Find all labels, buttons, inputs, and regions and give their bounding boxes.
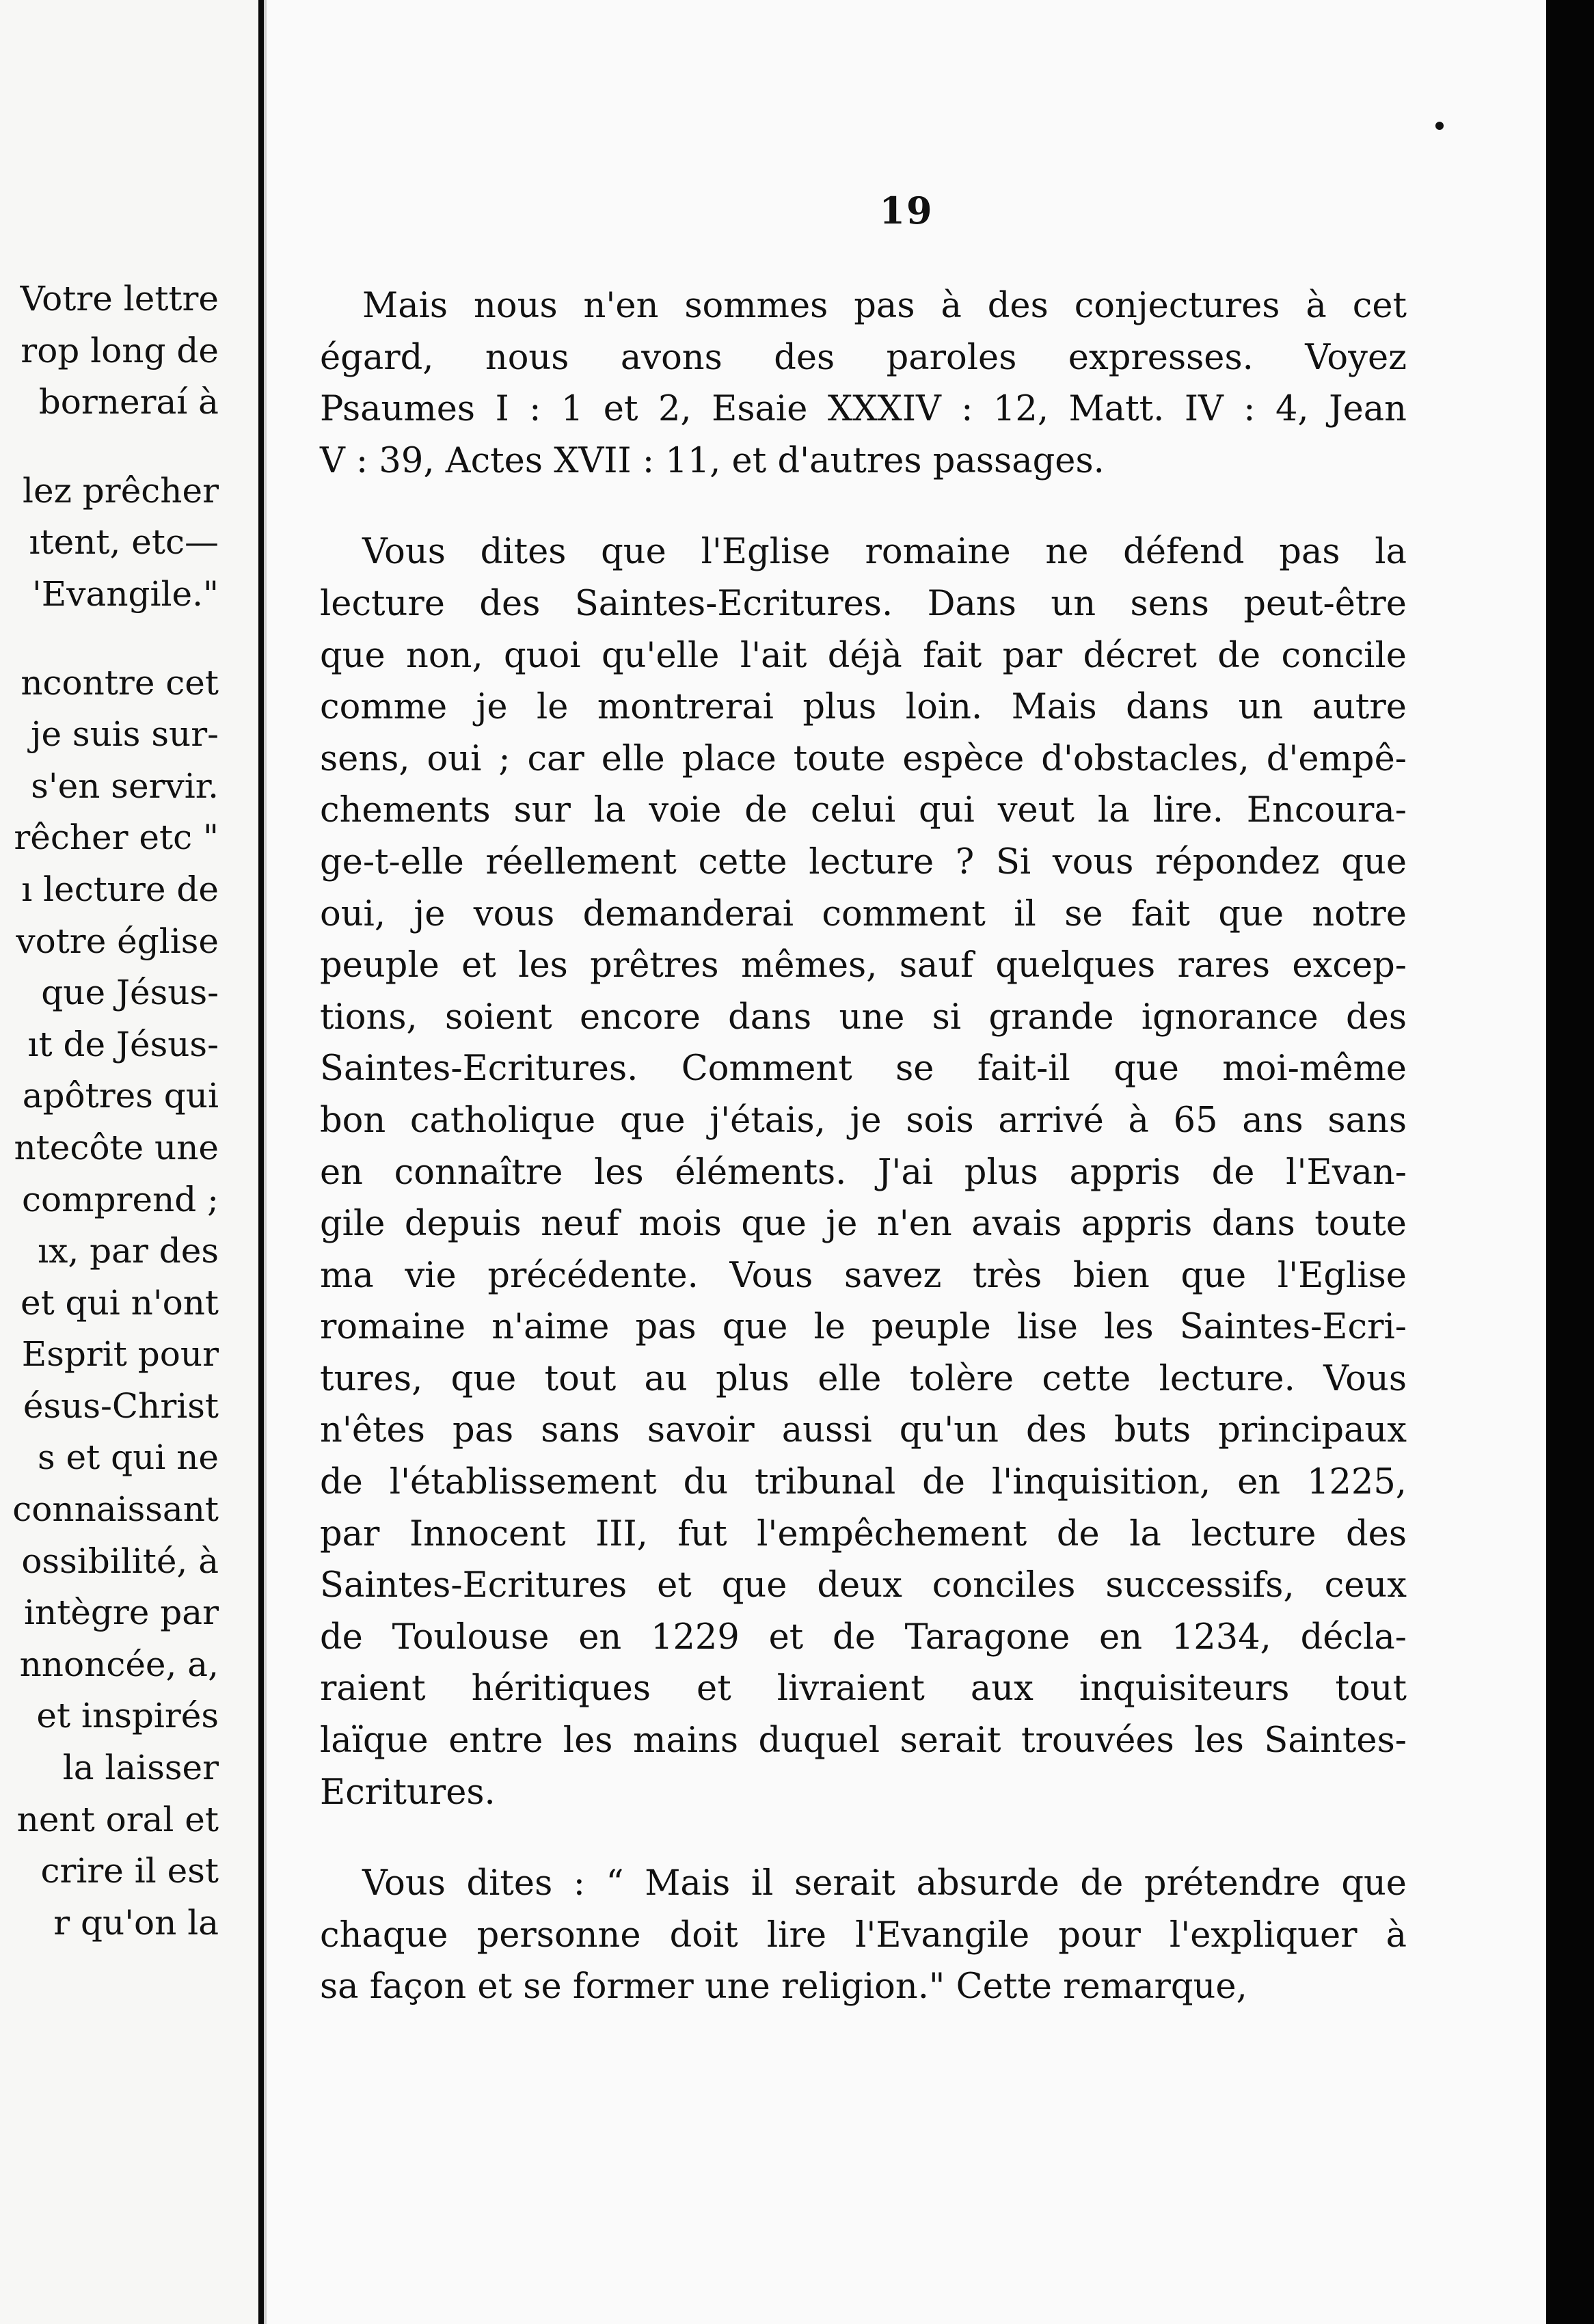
previous-page-line: s et qui ne [37, 1437, 219, 1478]
previous-page-line: connaissant [12, 1489, 219, 1530]
previous-page-line: ıt de Jésus- [27, 1024, 219, 1064]
text-line: égard, nous avons des paroles expresses. Voyez [320, 337, 1407, 378]
text-line: Vous dites : “ Mais il serait absurde de prétendre que [362, 1863, 1407, 1904]
previous-page-line: ntecôte une [14, 1127, 219, 1167]
text-line: sens, oui ; car elle place toute espèce d'obstacles, d'empê- [320, 738, 1407, 779]
text-line: n'êtes pas sans savoir aussi qu'un des buts principaux [320, 1410, 1407, 1451]
previous-page-line: borneraí à [38, 382, 219, 422]
text-line: ge-t-elle réellement cette lecture ? Si vous répondez que [320, 841, 1407, 882]
scan-speck [1435, 122, 1444, 130]
paragraph [320, 526, 1407, 1818]
paragraph [320, 1858, 1407, 2013]
previous-page-line: ıx, par des [38, 1231, 219, 1271]
text-line: bon catholique que j'étais, je sois arrivé à 65 ans sans [320, 1100, 1407, 1141]
text-line: Saintes-Ecritures. Comment se fait-il que moi-même [320, 1049, 1407, 1090]
previous-page-line: rop long de [21, 330, 219, 370]
text-line: de Toulouse en 1229 et de Taragone en 1234, décla- [320, 1617, 1407, 1658]
page-number: 19 [879, 189, 934, 232]
text-line: raient héritiques et livraient aux inquisiteurs tout [320, 1668, 1407, 1710]
page-body [320, 280, 1407, 2053]
previous-page-line: lez prêcher [22, 470, 219, 511]
text-line: sa façon et se former une religion." Cette remarque, [320, 1967, 1247, 2008]
text-line: romaine n'aime pas que le peuple lise les Saintes-Ecri- [320, 1307, 1407, 1348]
text-line: tions, soient encore dans une si grande ignorance des [320, 997, 1407, 1038]
previous-page-line: Votre lettre [20, 279, 219, 319]
text-line: ma vie précédente. Vous savez très bien que l'Eglise [320, 1255, 1407, 1296]
previous-page-line: et qui n'ont [20, 1282, 219, 1323]
text-line: chements sur la voie de celui qui veut la lire. Encoura- [320, 790, 1407, 831]
text-line: Mais nous n'en sommes pas à des conjectures à cet [362, 286, 1407, 326]
text-line: lecture des Saintes-Ecritures. Dans un sens peut-être [320, 583, 1407, 624]
text-line: par Innocent III, fut l'empêchement de la lecture des [320, 1513, 1407, 1554]
previous-page-line: ésus-Christ [23, 1386, 219, 1426]
previous-page-line: 'Evangile." [32, 573, 219, 614]
previous-page-line: apôtres qui [22, 1076, 219, 1116]
text-line: que non, quoi qu'elle l'ait déjà fait par décret de concile [320, 635, 1407, 676]
text-line: V : 39, Actes XVII : 11, et d'autres passages. [320, 440, 1105, 481]
text-line: chaque personne doit lire l'Evangile pour l'expliquer à [320, 1915, 1407, 1956]
previous-page-line: nent oral et [16, 1799, 219, 1839]
book-gutter [258, 0, 264, 2324]
text-line: peuple et les prêtres mêmes, sauf quelques rares excep- [320, 945, 1407, 986]
scan-border [1546, 0, 1594, 2324]
paragraph [320, 280, 1407, 487]
previous-page-line: que Jésus- [41, 973, 219, 1013]
text-line: de l'établissement du tribunal de l'inquisition, en 1225, [320, 1462, 1407, 1503]
text-line: tures, que tout au plus elle tolère cette lecture. Vous [320, 1358, 1407, 1399]
text-line: Vous dites que l'Eglise romaine ne défend pas la [362, 532, 1407, 573]
text-line: oui, je vous demanderai comment il se fait que notre [320, 893, 1407, 934]
previous-page-line: ossibilité, à [21, 1541, 219, 1581]
previous-page-line: nnoncée, a, [19, 1644, 219, 1684]
previous-page-line: ncontre cet [21, 662, 219, 703]
previous-page-line: Esprit pour [21, 1334, 219, 1375]
previous-page-line: comprend ; [22, 1179, 219, 1219]
previous-page-line: s'en servir. [31, 766, 219, 806]
previous-page-fragment [0, 0, 258, 2324]
previous-page-line: et inspirés [36, 1696, 219, 1736]
text-line: comme je le montrerai plus loin. Mais dans un autre [320, 687, 1407, 728]
text-line: Saintes-Ecritures et que deux conciles successifs, ceux [320, 1565, 1407, 1606]
text-line: gile depuis neuf mois que je n'en avais appris dans toute [320, 1204, 1407, 1245]
previous-page-line: intègre par [24, 1593, 219, 1633]
previous-page-line: rêcher etc " [14, 818, 219, 858]
text-line: en connaître les éléments. J'ai plus appris de l'Evan- [320, 1152, 1407, 1193]
text-line: laïque entre les mains duquel serait trouvées les Saintes- [320, 1720, 1407, 1761]
text-line: Psaumes I : 1 et 2, Esaie XXXIV : 12, Matt. IV : 4, Jean [320, 389, 1407, 430]
text-line: Ecritures. [320, 1772, 496, 1813]
previous-page-line: je suis sur- [30, 714, 219, 755]
previous-page-text [0, 273, 219, 1949]
previous-page-line: r qu'on la [53, 1902, 219, 1943]
previous-page-line: la laisser [62, 1748, 219, 1788]
previous-page-line: ıtent, etc— [29, 522, 219, 563]
previous-page-line: crire il est [40, 1851, 219, 1891]
previous-page-line: ı lecture de [21, 869, 219, 909]
previous-page-line: votre église [16, 921, 219, 961]
